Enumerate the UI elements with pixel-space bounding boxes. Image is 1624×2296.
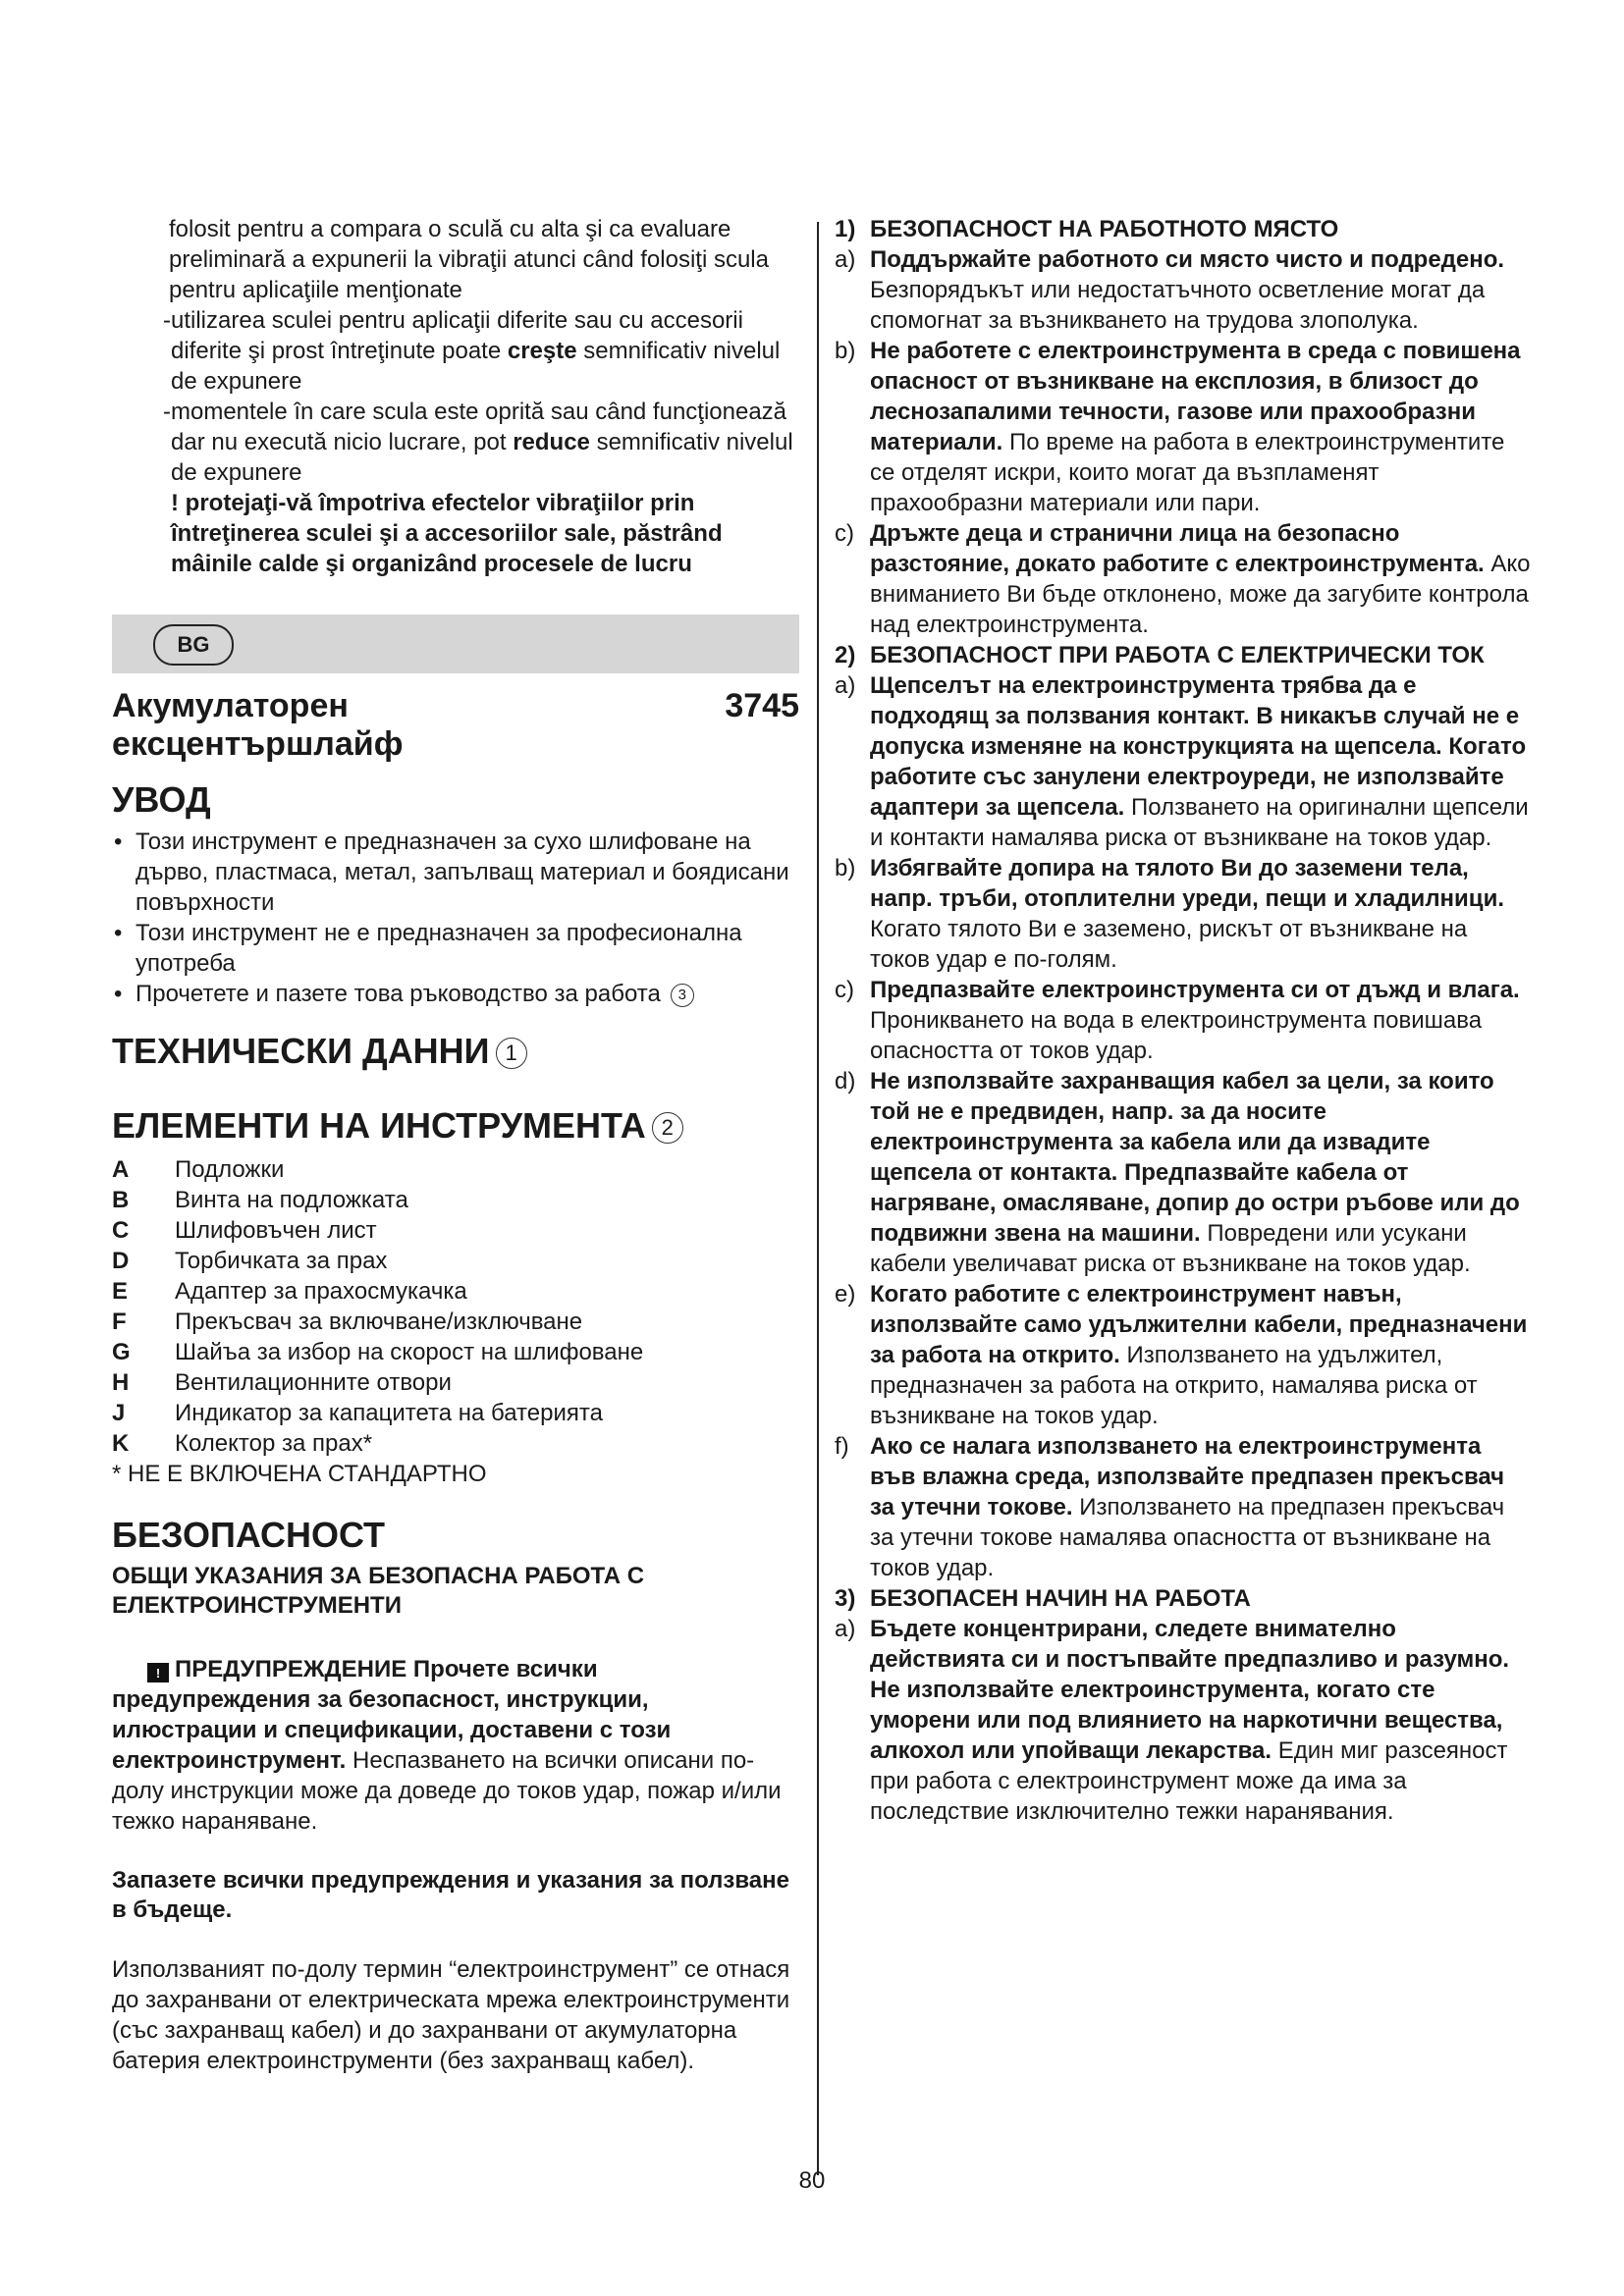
safety-section-heading: 1) БЕЗОПАСНОСТ НА РАБОТНОТО МЯСТО [835,216,1339,242]
list-item: e) Когато работите с електроинструмент навън, използвайте само удължителни кабели, предназначени за работа на открито. Използването на удължител, предназначен за работа на открито, намалява риска от възникване на токов удар. [835,1281,1528,1429]
model-number: 3745 [725,687,799,724]
list-item: d) Не използвайте захранващия кабел за цели, за които той не е предвиден, напр. за да носите електроинструмента за кабела или да извадите щепсела от контакта. Предпазвайте кабела от нагряване, омасляване, допир до остри ръбове или до подвижни звена на машини. Повредени или усукани кабели увеличават риска от възникване на токов удар. [835,1068,1520,1277]
ro-intro-text: folosit pentru a compara o sculă cu alta şi ca evaluare preliminară a expunerii la vibraţii atunci când folosiţi scula pentru aplicaţiile menţionate [169,216,769,303]
general-safety-heading: ОБЩИ УКАЗАНИЯ ЗА БЕЗОПАСНА РАБОТА С ЕЛЕКТРОИНСТРУМЕНТИ [112,1563,645,1619]
safety-section-heading: 3) БЕЗОПАСЕН НАЧИН НА РАБОТА [835,1585,1251,1612]
language-bar [112,614,799,673]
list-item: b) Не работете с електроинструмента в среда с повишена опасност от възникване на експлозия, в близост до леснозапалими течности, газове или прахообразни материали. По време на работа в електроинструментите се отделят искри, които могат да възпламенят прахообразни материали или пари. [835,338,1521,516]
warning-icon: ! [147,1663,169,1682]
figure-ref-badge: 2 [652,1112,683,1144]
figure-ref-badge: 1 [496,1038,527,1069]
safety-section-heading: 2) БЕЗОПАСНОСТ ПРИ РАБОТА С ЕЛЕКТРИЧЕСКИ ТОК [835,642,1485,668]
list-item: a) Поддържайте работното си място чисто и подредено. Безпорядъкът или недостатъчното осветление могат да спомогнат за възникването на трудова злополука. [835,246,1505,334]
ro-vibration-warning: ! protejaţi-vă împotriva efectelor vibraţiilor prin întreţinerea sculei şi a accesoriilor sale, păstrând mâinile calde şi organizând procesele de lucru [171,490,723,577]
keep-instructions: Запазете всички предупреждения и указания за ползване в бъдеще. [112,1867,789,1923]
page-number: 80 [798,2167,826,2194]
elements-heading: ЕЛЕМЕНТИ НА ИНСТРУМЕНТА 2 [112,1105,799,1147]
intro-heading: УВОД [112,779,211,820]
list-item: a) Щепселът на електроинструмента трябва да е подходящ за ползвания контакт. В никакъв случай не е допуска изменяне на конструкцията на щепсела. Когато работите със занулени електроуреди, не използвайте адаптери за щепсела. Ползването на оригинални щепсели и контакти намалява риска от възникване на токов удар. [835,672,1529,851]
figure-ref-badge: 3 [671,984,694,1007]
safety-heading: БЕЗОПАСНОСТ [112,1515,386,1555]
product-title [112,687,799,764]
list-item: b) Избягвайте допира на тялото Ви до заземени тела, напр. тръби, отоплителни уреди, пещи и хладилници. Когато тялото Ви е заземено, рискът от възникване на токов удар е по-голям. [835,855,1504,973]
ro-dash-item: -utilizarea sculei pentru aplicaţii diferite sau cu accesorii diferite şi prost întreţinute poate creşte semnificativ nivelul de expunere [163,307,781,395]
list-item: f) Ако се налага използването на електроинструмента във влажна среда, използвайте предпазен прекъсвач за утечни токове. Използването на предпазен прекъсвач за утечни токове намалява опасността от възникване на токов удар. [835,1433,1505,1581]
list-item: • Този инструмент не е предназначен за професионална употреба [114,920,742,977]
list-item: c) Дръжте деца и странични лица на безопасно разстояние, докато работите с електроинструмента. Ако вниманието Ви бъде отклонено, може да загубите контрола над електроинструмента. [835,520,1531,638]
ro-dash-item: -momentele în care scula este oprită sau când funcţionează dar nu execută nicio lucrare, pot reduce semnificativ nivelul de expunere [163,399,793,486]
product-name: Акумулаторен ексцентършлайф [112,687,404,763]
general-warning: ! ПРЕДУПРЕЖДЕНИЕ Прочете всички предупреждения за безопасност, инструкции, илюстрации и спецификации, доставени с този електроинструмент. Неспазването на всички описани по-долу инструкции може да доведе до токов удар, пожар и/или тежко нараняване. [112,1656,782,1835]
left-column [112,214,799,2076]
list-item: a) Бъдете концентрирани, следете внимателно действията си и постъпвайте предпазливо и разумно. Не използвайте електроинструмента, когато сте уморени или под влиянието на наркотични вещества, алкохол или упойващи лекарства. Един миг разсеяност при работа с електроинструмент може да има за последствие изключително тежки наранявания. [835,1616,1510,1825]
list-item: • Този инструмент е предназначен за сухо шлифоване на дърво, пластмаса, метал, запълващ материал и боядисани повърхности [114,828,789,916]
parts-list: A Подложки B Винта на подложката C Шлифовъчен лист D Торбичката за прах E Адаптер за прахосмукачка F Прекъсвач за включване/изключване G Шайъа за избор на скорост на шлифоване H Вентилационните отвори J Индикатор за капацитета на батерията K Колектор за прах* [112,1156,644,1457]
column-divider [817,222,819,2175]
term-definition: Използваният по-долу термин “електроинструмент” се отнася до захранвани от електрическата мрежа електроинструменти (със захранващ кабел) и до захранвани от акумулаторна батерия електроинструменти (без захранващ кабел). [112,1956,790,2074]
intro-list [112,827,799,1009]
list-item: c) Предпазвайте електроинструмента си от дъжд и влага. Проникването на вода в електроинструмента повишава опасността от токов удар. [835,977,1520,1064]
not-included-note: * НЕ Е ВКЛЮЧЕНА СТАНДАРТНО [112,1461,487,1487]
right-column [835,214,1532,1827]
tech-data-heading: ТЕХНИЧЕСКИ ДАННИ 1 [112,1031,799,1072]
language-badge: BG [153,624,234,666]
list-item: • Прочетете и пазете това ръководство за работа 3 [112,979,799,1009]
